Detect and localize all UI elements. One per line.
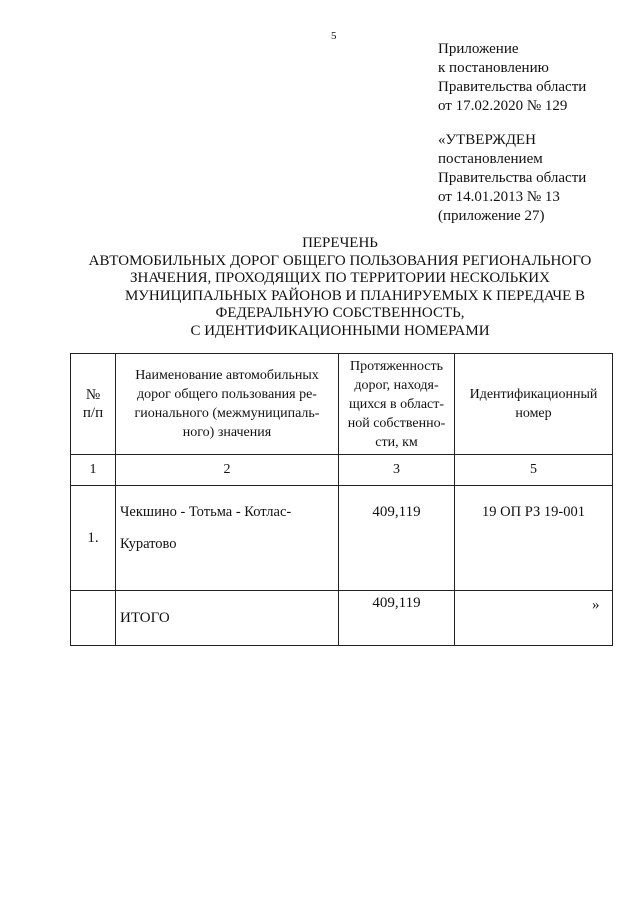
- header-length: [339, 354, 455, 455]
- title-line: ФЕДЕРАЛЬНУЮ СОБСТВЕННОСТЬ,: [215, 305, 465, 322]
- header-text: п/п: [82, 405, 104, 421]
- appendix-line: Приложение: [438, 41, 519, 57]
- header-number: [71, 354, 116, 455]
- total-row: [71, 591, 613, 646]
- total-number-cell: [71, 591, 116, 646]
- total-length: 409,119: [339, 591, 455, 646]
- header-text: дорог общего пользования ре-: [137, 387, 317, 402]
- column-number-row: [71, 455, 613, 486]
- title-line: АВТОМОБИЛЬНЫХ ДОРОГ ОБЩЕГО ПОЛЬЗОВАНИЯ РЕГИОНАЛЬНОГО: [88, 252, 592, 269]
- approved-line: Правительства области: [438, 170, 587, 186]
- header-road-name: [116, 354, 339, 455]
- page-number: 5: [331, 30, 337, 42]
- approved-line: от 14.01.2013 № 13: [438, 189, 560, 205]
- header-text: номер: [515, 406, 552, 421]
- total-identifier-cell: [455, 591, 613, 646]
- table-row: [71, 486, 613, 591]
- document-title: [70, 235, 610, 341]
- total-label: ИТОГО: [116, 591, 339, 646]
- appendix-line: Правительства области: [438, 79, 587, 95]
- road-name-line: Чекшино - Тотьма - Котлас-: [120, 504, 292, 520]
- approval-stamp-text: [438, 131, 586, 226]
- road-name: [116, 486, 339, 591]
- roads-table: [70, 353, 613, 646]
- column-number: 5: [455, 455, 613, 486]
- header-text: №: [85, 387, 101, 403]
- header-text: щихся в област-: [348, 396, 445, 412]
- approved-line: «УТВЕРЖДЕН: [438, 132, 536, 148]
- closing-quote: »: [592, 597, 600, 613]
- title-line: МУНИЦИПАЛЬНЫХ РАЙОНОВ И ПЛАНИРУЕМЫХ К ПЕРЕДАЧЕ В: [124, 287, 586, 304]
- road-length: 409,119: [339, 486, 455, 591]
- column-number: 1: [71, 455, 116, 486]
- appendix-line: от 17.02.2020 № 129: [438, 98, 568, 114]
- header-text: Протяженность: [349, 358, 444, 374]
- header-text: ного) значения: [182, 425, 272, 440]
- header-text: дорог, находя-: [354, 377, 439, 393]
- road-identifier: 19 ОП РЗ 19-001: [455, 486, 613, 591]
- table-header-row: [71, 354, 613, 455]
- header-identifier: [455, 354, 613, 455]
- title-line: ЗНАЧЕНИЯ, ПРОХОДЯЩИХ ПО ТЕРРИТОРИИ НЕСКОЛЬКИХ: [130, 270, 550, 287]
- header-text: ной собственно-: [347, 415, 446, 431]
- header-text: гионального (межмуниципаль-: [134, 406, 320, 421]
- approved-line: постановлением: [438, 151, 543, 167]
- column-number: 3: [339, 455, 455, 486]
- header-text: сти, км: [375, 434, 418, 450]
- title-line: С ИДЕНТИФИКАЦИОННЫМИ НОМЕРАМИ: [190, 322, 490, 339]
- header-text: Идентификационный: [469, 387, 598, 402]
- title-line: ПЕРЕЧЕНЬ: [302, 235, 378, 251]
- approved-line: (приложение 27): [438, 208, 545, 224]
- appendix-line: к постановлению: [438, 60, 549, 76]
- column-number: 2: [116, 455, 339, 486]
- road-name-line: Куратово: [120, 536, 177, 552]
- appendix-note: [438, 40, 586, 116]
- row-number: 1.: [71, 486, 116, 591]
- header-text: Наименование автомобильных: [135, 368, 319, 383]
